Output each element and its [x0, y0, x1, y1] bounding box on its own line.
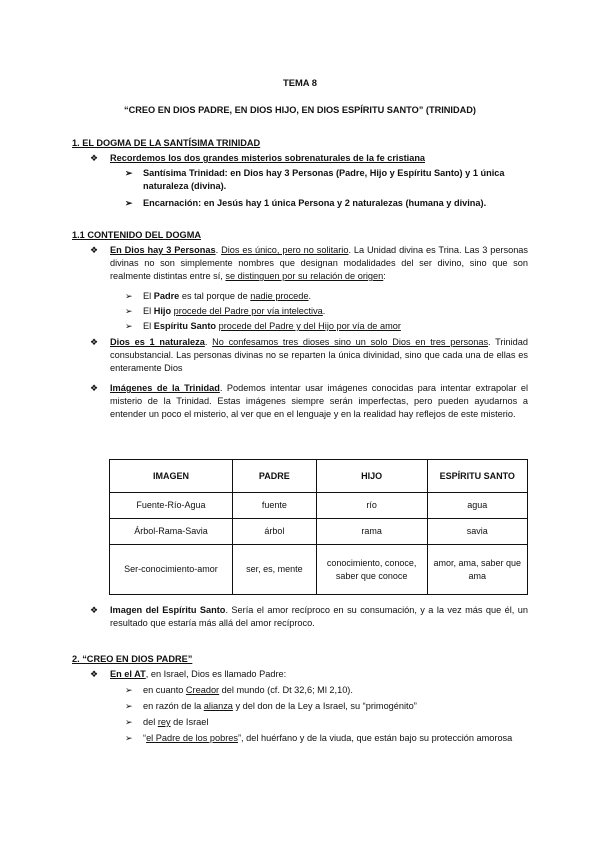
arrow-bullet-icon: ➢ [125, 717, 133, 727]
inline-text: procede del Padre y del Hijo por vía de amor [218, 321, 401, 331]
bullet-text: Recordemos los dos grandes misterios sobrenaturales de la fe cristiana [110, 153, 426, 163]
table-cell: Fuente-Río-Agua [110, 493, 233, 519]
inline-text: Espíritu Santo [153, 321, 217, 331]
inline-text: Hijo [153, 306, 172, 316]
arrow-bullet-icon: ➢ [125, 198, 133, 208]
inline-text: . Sería el amor recíproco en su consumación, y a la vez más que él, un resultado que estaría más allá del amor recíproco. [110, 605, 528, 629]
inline-text: . [322, 306, 326, 316]
table-cell: fuente [232, 493, 316, 519]
inline-text: nadie procede [250, 291, 309, 301]
column-header: ESPÍRITU SANTO [427, 460, 527, 493]
section-1-1-heading: 1.1 CONTENIDO DEL DOGMA [72, 230, 201, 240]
inline-text: . La Unidad divina es Trina. Las 3 personas divinas no son simplemente nombres que designan modalidades del ser divino, sino que son realmente distintas entre sí, [110, 245, 529, 282]
diamond-bullet-icon: ❖ [90, 245, 99, 255]
list-item [90, 336, 528, 375]
inline-text: . [308, 291, 312, 301]
document-subtitle: “CREO EN DIOS PADRE, EN DIOS HIJO, EN DIOS ESPÍRITU SANTO” (TRINIDAD) [124, 105, 476, 115]
list-item [90, 604, 528, 630]
table-row [110, 545, 528, 595]
table-cell: rama [316, 519, 427, 545]
inline-text: alianza [203, 701, 233, 711]
inline-text: Padre [153, 291, 180, 301]
diamond-bullet-icon: ❖ [90, 337, 99, 347]
arrow-bullet-icon: ➢ [125, 733, 133, 743]
inline-text: rey [157, 717, 171, 727]
diamond-bullet-icon: ❖ [90, 383, 99, 393]
inline-text: El [143, 291, 154, 301]
sub-item [125, 197, 528, 210]
inline-text: del [143, 717, 158, 727]
arrow-bullet-icon: ➢ [125, 701, 133, 711]
inline-text: ”, del huérfano y de la viuda, que están bajo su protección amorosa [238, 733, 513, 743]
inline-text: se distinguen por su relación de origen [225, 271, 384, 282]
arrow-bullet-icon: ➢ [125, 685, 133, 695]
table-cell: savia [427, 519, 527, 545]
inline-text: de Israel [170, 717, 209, 727]
section-1-heading: 1. EL DOGMA DE LA SANTÍSIMA TRINIDAD [72, 138, 261, 148]
table-header-row [110, 460, 528, 493]
inline-text: : [383, 271, 386, 282]
table-cell: Ser-conocimiento-amor [110, 545, 233, 595]
sub-item [125, 290, 528, 303]
table-row [110, 519, 528, 545]
sub-item [125, 716, 528, 729]
inline-text: En el AT [110, 669, 146, 679]
column-header: IMAGEN [110, 460, 233, 493]
column-header: PADRE [232, 460, 316, 493]
sub-item [125, 320, 528, 333]
inline-text: Imagen del Espíritu Santo [110, 605, 226, 615]
table-cell: conocimiento, conoce, saber que conoce [316, 545, 427, 595]
list-item [90, 152, 528, 165]
inline-text: El [143, 321, 154, 331]
arrow-bullet-icon: ➢ [125, 321, 133, 331]
inline-text: El [143, 306, 154, 316]
list-item [90, 382, 528, 421]
table-cell: ser, es, mente [232, 545, 316, 595]
table-cell: río [316, 493, 427, 519]
arrow-bullet-icon: ➢ [125, 168, 133, 178]
inline-text: . [215, 245, 222, 255]
list-item [90, 668, 528, 681]
table-cell: agua [427, 493, 527, 519]
sub-item [125, 732, 528, 745]
inline-text: en razón de la [143, 701, 204, 711]
arrow-bullet-icon: ➢ [125, 291, 133, 301]
inline-text: y del don de la Ley a Israel, su “primogénito” [232, 701, 417, 711]
inline-text: es tal porque de [179, 291, 251, 301]
diamond-bullet-icon: ❖ [90, 605, 99, 615]
inline-text: . Trinidad consubstancial. Las personas divinas no se reparten la única divinidad, sino que cada una de ellas es enteramente Dios [110, 337, 528, 374]
table-cell: amor, ama, saber que ama [427, 545, 527, 595]
table-cell: árbol [232, 519, 316, 545]
section-2-heading: 2. “CREO EN DIOS PADRE” [72, 654, 193, 664]
sub-item [125, 305, 528, 318]
sub-item-text: Encarnación: en Jesús hay 1 única Persona y 2 naturalezas (humana y divina). [143, 198, 487, 208]
inline-text: , en Israel, Dios es llamado Padre: [145, 669, 287, 679]
inline-text: No confesamos tres dioses sino un solo Dios en tres personas [212, 337, 489, 347]
inline-text: Dios es único, pero no solitario [221, 245, 349, 255]
column-header: HIJO [316, 460, 427, 493]
table-row [110, 493, 528, 519]
inline-text: el Padre de los pobres [146, 733, 238, 743]
arrow-bullet-icon: ➢ [125, 306, 133, 316]
trinity-images-table [109, 459, 528, 595]
diamond-bullet-icon: ❖ [90, 669, 99, 679]
sub-item-text: Santísima Trinidad: en Dios hay 3 Personas (Padre, Hijo y Espíritu Santo) y 1 única naturaleza (divina). [143, 168, 505, 192]
inline-text: del mundo (cf. Dt 32,6; Ml 2,10). [219, 685, 353, 695]
sub-item [125, 700, 528, 713]
sub-item [125, 167, 528, 193]
inline-text: Imágenes de la Trinidad [110, 383, 220, 393]
diamond-bullet-icon: ❖ [90, 153, 99, 163]
inline-text: . [204, 337, 213, 347]
inline-text: procede del Padre por vía intelectiva [173, 306, 323, 316]
inline-text: Creador [185, 685, 220, 695]
inline-text: En Dios hay 3 Personas [110, 245, 216, 255]
document-title: TEMA 8 [282, 77, 318, 88]
list-item [90, 244, 529, 283]
table-cell: Árbol-Rama-Savia [110, 519, 233, 545]
sub-item [125, 684, 528, 697]
inline-text: en cuanto [143, 685, 186, 695]
inline-text: Dios es 1 naturaleza [110, 337, 205, 347]
inline-text: “ [143, 733, 147, 743]
inline-text: . Podemos intentar usar imágenes conocidas para intentar extrapolar el misterio de la Trinidad. Estas imágenes siempre serán imperfectas, pero pueden ayudarnos a entender un poco el misterio, al ver que en el lenguaje y en la realidad hay reflejos de este misterio. [110, 383, 528, 420]
